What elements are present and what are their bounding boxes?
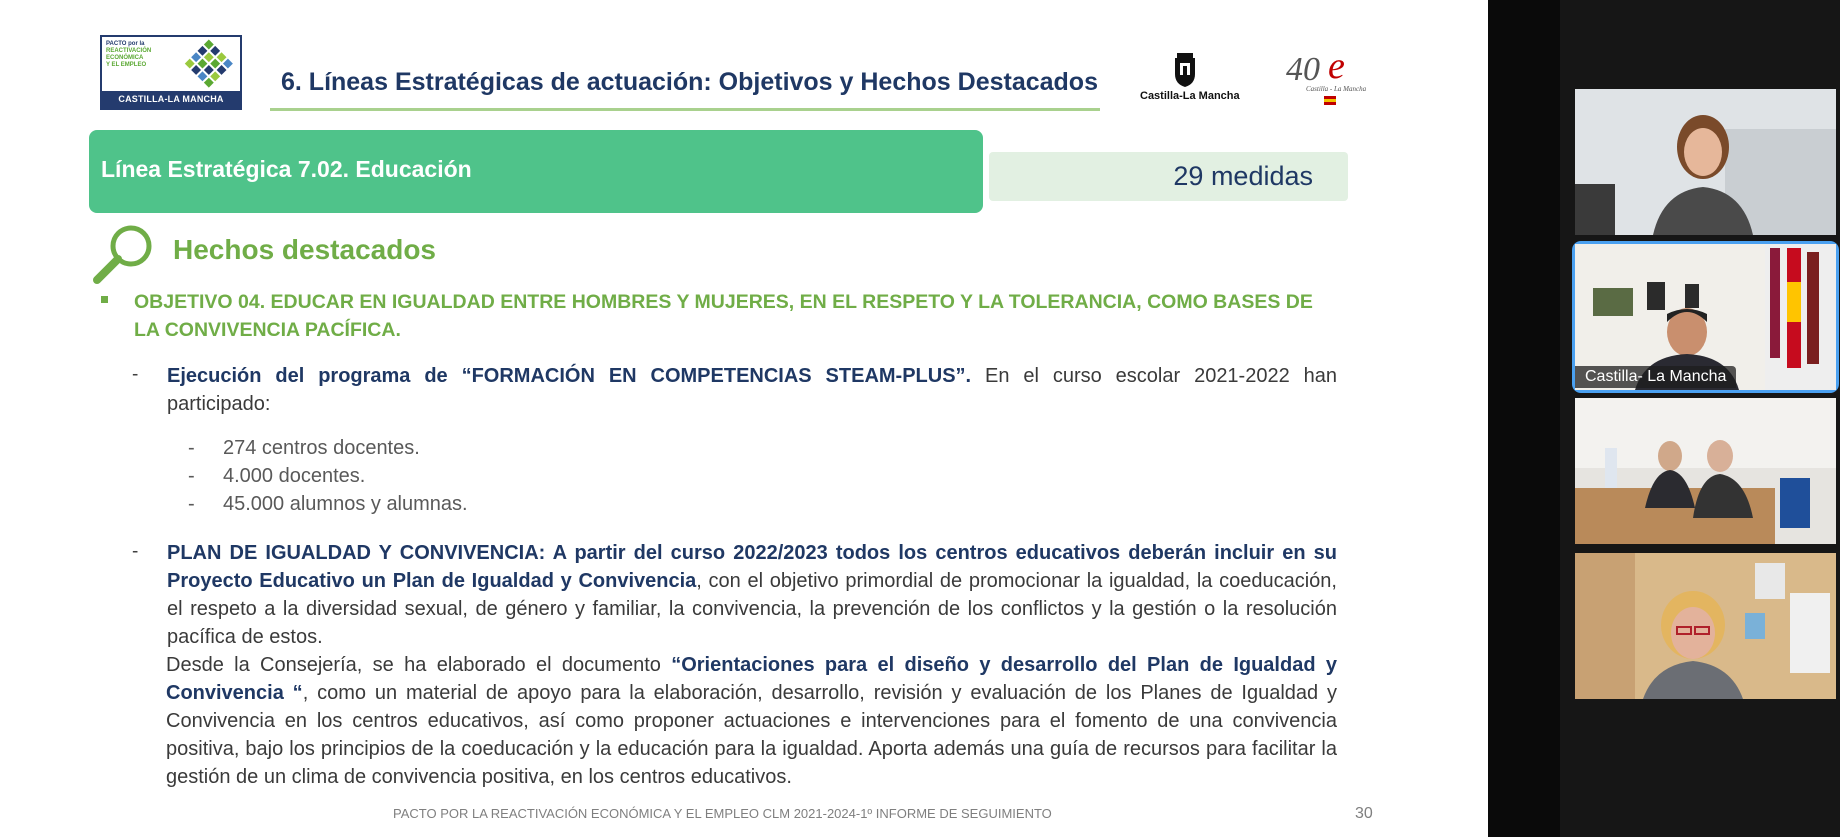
square-bullet-icon <box>101 296 108 303</box>
item-orientaciones <box>166 651 1337 791</box>
sub-item: 45.000 alumnos y alumnas. <box>223 493 468 515</box>
svg-text:e: e <box>1328 45 1345 87</box>
svg-text:40: 40 <box>1286 51 1320 88</box>
measures-count-box <box>989 152 1348 201</box>
castilla-la-mancha-logo <box>1140 52 1240 108</box>
strategic-line-bar <box>89 130 983 213</box>
sub-dash: - <box>188 437 195 459</box>
title-underline <box>270 108 1100 111</box>
dash-bullet: - <box>132 541 139 562</box>
video-feed <box>1575 89 1836 235</box>
40-anniversary-logo <box>1284 46 1374 106</box>
40-logo-graphic <box>1284 46 1374 106</box>
measures-count: 29 medidas <box>1173 161 1313 191</box>
participant-video-3[interactable] <box>1575 398 1836 544</box>
strategic-line-label: Línea Estratégica 7.02. Educación <box>101 156 472 182</box>
participant-video-1[interactable] <box>1575 89 1836 235</box>
sub-dash: - <box>188 493 195 515</box>
castilla-la-mancha-text: Castilla-La Mancha <box>1140 90 1240 102</box>
participant-video-4[interactable] <box>1575 553 1836 699</box>
item-orientaciones-bold: “Orientaciones para el diseño y desarrollo del Plan de Igualdad y Convivencia “ <box>166 654 1337 704</box>
svg-text:Castilla - La Mancha: Castilla - La Mancha <box>1306 85 1367 93</box>
objective-text: OBJETIVO 04. EDUCAR EN IGUALDAD ENTRE HOMBRES Y MUJERES, EN EL RESPETO Y LA TOLERANCIA, COMO BASES DE LA CONVIVENCIA PACÍFICA. <box>134 291 1313 341</box>
participant-name: Castilla- La Mancha <box>1575 366 1736 388</box>
video-feed <box>1575 398 1836 544</box>
item-steam-plus-text: En el curso escolar 2021-2022 han participado: <box>167 365 1337 415</box>
coat-of-arms-icon <box>1172 52 1198 88</box>
item-steam-plus-bold: Ejecución del programa de “FORMACIÓN EN COMPETENCIAS STEAM-PLUS”. <box>167 365 972 387</box>
item-steam-plus <box>167 362 1337 418</box>
sub-dash: - <box>188 465 195 487</box>
slide-title: 6. Líneas Estratégicas de actuación: Objetivos y Hechos Destacados <box>281 68 1098 96</box>
highlights-heading: Hechos destacados <box>173 234 436 265</box>
dash-bullet: - <box>132 364 139 385</box>
pacto-logo-band: CASTILLA-LA MANCHA 2021>2024 <box>102 91 240 108</box>
pacto-logo <box>100 35 242 121</box>
slide-footer: PACTO POR LA REACTIVACIÓN ECONÓMICA Y EL EMPLEO CLM 2021-2024-1º INFORME DE SEGUIMIENTO <box>393 806 1052 821</box>
item-orientaciones-text-b: , como un material de apoyo para la elaboración, desarrollo, revisión y evaluación de los Planes de Igualdad y Convivencia en los centros educativos, así como proponer actuaciones e intervenciones para el fomento de una convivencia positiva, bajo los principios de la coeducación y la educación para la igualdad. Aporta además una guía de recursos para facilitar la gestión de un clima de convivencia positiva, en los centros educativos. <box>166 682 1338 788</box>
sub-item: 4.000 docentes. <box>223 465 366 487</box>
item-plan-igualdad-text: , con el objetivo primordial de promocionar la igualdad, la coeducación, el respeto a la diversidad sexual, de género y familiar, la convivencia, la prevención de los conflictos y la gestión o la resolución pacífica de estos. <box>167 570 1337 648</box>
page-number: 30 <box>1355 805 1373 822</box>
video-feed <box>1575 553 1836 699</box>
item-orientaciones-text-a: Desde la Consejería, se ha elaborado el documento <box>166 654 672 676</box>
item-plan-igualdad-bold: PLAN DE IGUALDAD Y CONVIVENCIA: A partir del curso 2022/2023 todos los centros educativos deberán incluir en su Proyecto Educativo un Plan de Igualdad y Convivencia <box>167 542 1337 592</box>
magnifier-icon <box>91 222 159 286</box>
panel-divider <box>1488 0 1560 837</box>
mosaic-icon <box>176 41 236 89</box>
pacto-logo-text: PACTO por la REACTIVACIÓN ECONÓMICA Y EL EMPLEO <box>106 41 152 68</box>
sub-item: 274 centros docentes. <box>223 437 420 459</box>
participant-video-2[interactable] <box>1575 244 1836 390</box>
item-plan-igualdad <box>167 539 1337 651</box>
